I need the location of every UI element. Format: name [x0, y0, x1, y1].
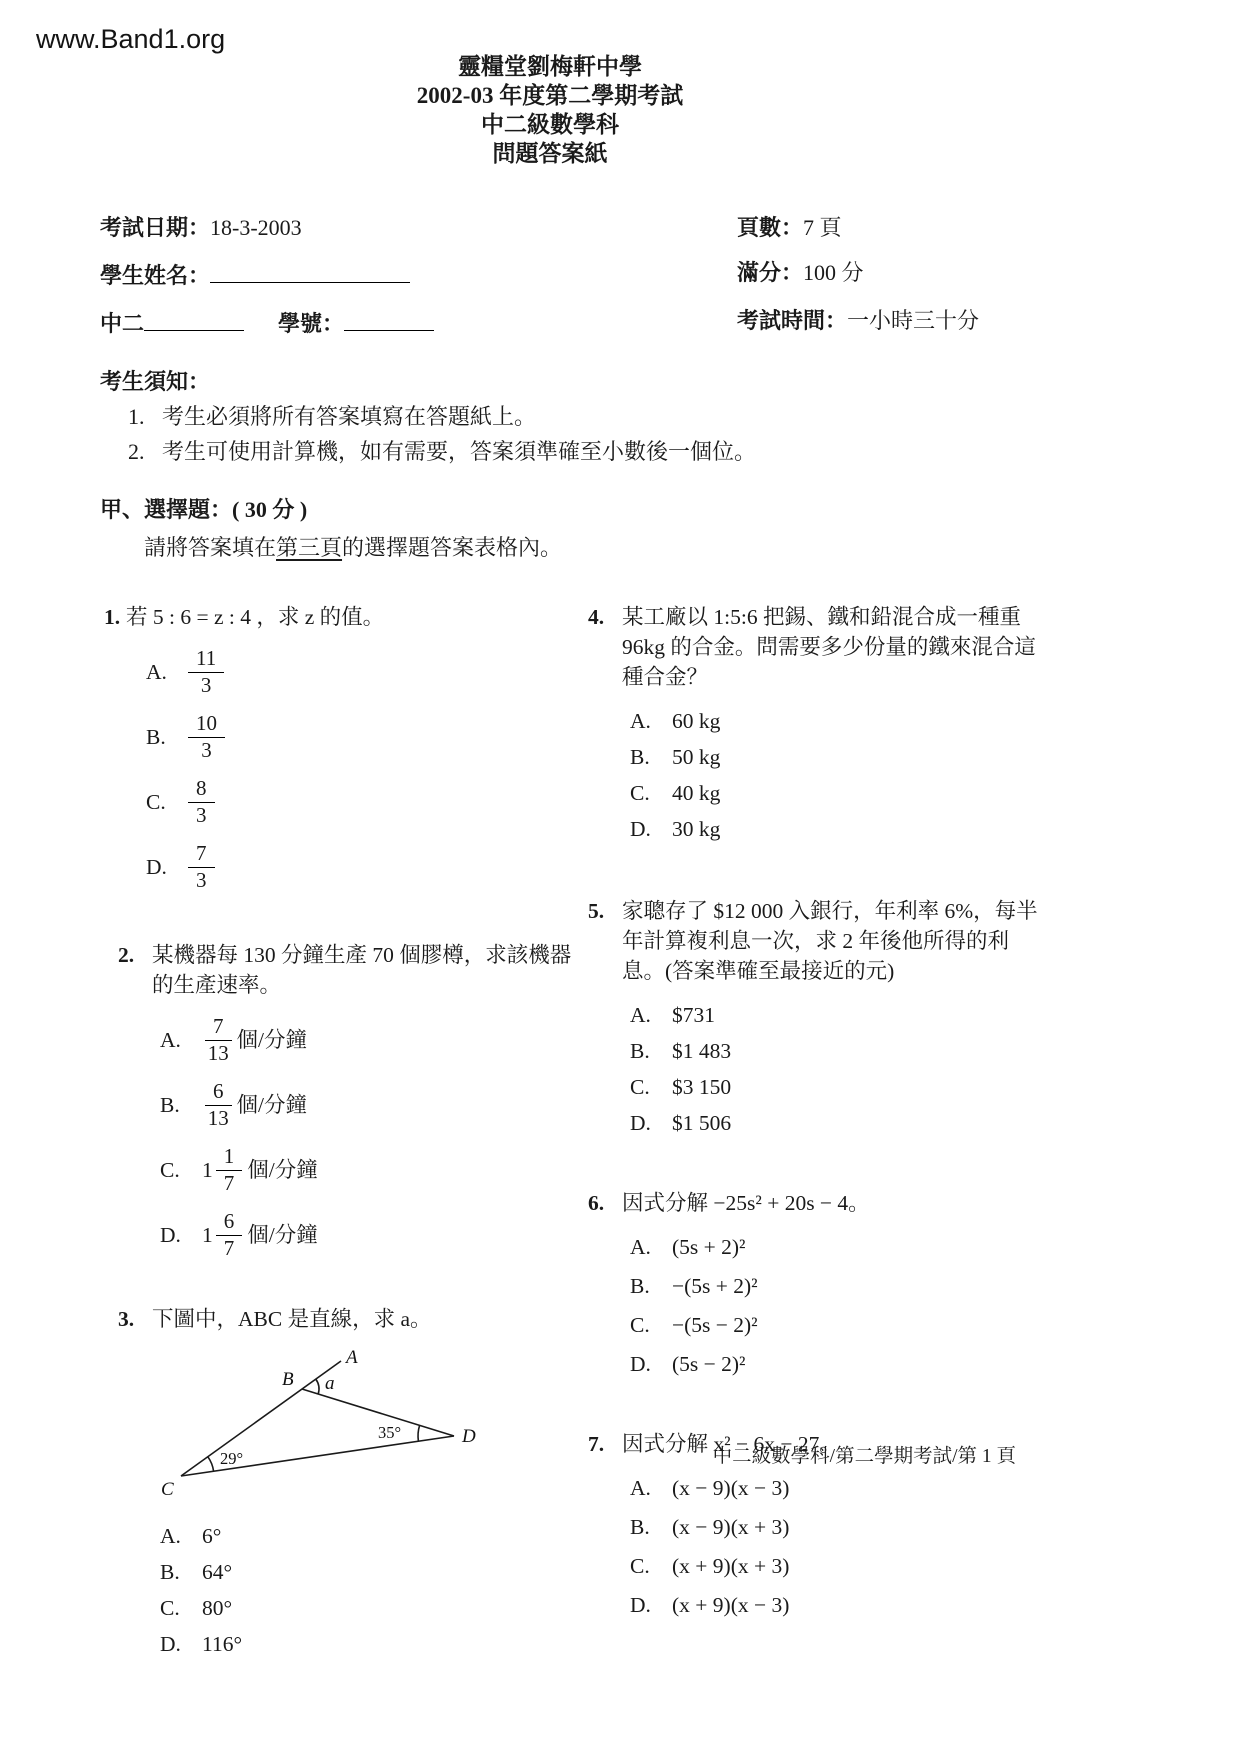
option-label: D. — [630, 1352, 651, 1376]
page-footer: 中二級數學科/第二學期考試/第 1 頁 — [712, 1446, 1016, 1467]
question-5-head — [588, 896, 1038, 986]
question-6-head — [588, 1188, 1038, 1218]
question-5-options — [630, 1000, 1038, 1138]
option-label: A. — [146, 660, 167, 685]
question-number: 1. — [104, 605, 121, 629]
angle-label-35: 35° — [378, 1423, 402, 1443]
option-text: (x − 9)(x − 3) — [672, 1476, 790, 1500]
question-number: 5. — [588, 899, 605, 923]
notice-item-number: 1. — [128, 404, 145, 429]
fraction: $\frac{7}{13}$ — [205, 1015, 232, 1065]
question-4-head — [588, 602, 1038, 692]
option-row — [160, 1521, 572, 1551]
question-7-options — [630, 1473, 1038, 1620]
question-text: 下圖中，ABC 是直線，求 a。 — [152, 1307, 432, 1332]
mixed-number — [202, 1080, 232, 1130]
option-row — [160, 1210, 572, 1260]
question-text: 因式分解 x² − 6x − 27。 — [622, 1432, 841, 1456]
student-name-row — [100, 259, 737, 290]
option-row — [160, 1080, 572, 1130]
triangle-diagram — [156, 1348, 486, 1503]
option-row — [630, 1271, 1038, 1301]
exam-date-label: 考試日期： — [100, 215, 211, 240]
angle-label-29: 29° — [220, 1449, 244, 1469]
question-text: 若 5 : 6 = z : 4 ，求 z 的值。 — [126, 605, 385, 629]
fraction: $\frac{8}{3}$ — [188, 777, 215, 827]
option-text: 80° — [202, 1596, 233, 1621]
section-a-note — [144, 534, 1240, 562]
unit-suffix: 個/分鐘 — [247, 1223, 318, 1248]
option-row — [630, 1036, 1038, 1066]
point-label-c: C — [161, 1479, 174, 1501]
option-label: C. — [630, 1313, 650, 1337]
mixed-number: 1 $\frac{6}{7}$ — [202, 1210, 242, 1260]
exam-time-label: 考試時間： — [737, 308, 848, 333]
option-label: A. — [160, 1524, 181, 1549]
triangle-diagram-wrap — [156, 1348, 572, 1511]
fraction: $\frac{7}{3}$ — [188, 842, 215, 892]
option-label: A. — [630, 1003, 651, 1027]
point-label-a: A — [346, 1348, 358, 1369]
questions-column-left — [104, 602, 572, 1659]
exam-time-value: 一小時三十分 — [847, 308, 980, 333]
option-row — [630, 1108, 1038, 1138]
option-label: D. — [146, 855, 167, 880]
student-name-blank — [210, 259, 410, 283]
option-row — [160, 1557, 572, 1587]
option-text: 6° — [202, 1524, 222, 1549]
angle-label-a: a — [325, 1373, 335, 1395]
exam-info-block — [100, 214, 1100, 338]
note-pre: 請將答案填在 — [144, 535, 277, 560]
exam-time-row — [737, 307, 1100, 338]
option-row — [146, 842, 572, 892]
paper-type: 問題答案紙 — [492, 141, 608, 166]
note-post: 的選擇題答案表格內。 — [342, 535, 563, 560]
option-label: A. — [630, 1476, 651, 1500]
option-label: D. — [160, 1223, 181, 1248]
option-label: D. — [630, 817, 651, 841]
pages-row — [737, 214, 1100, 242]
exam-date-row — [100, 214, 737, 242]
question-number: 6. — [588, 1191, 605, 1215]
option-row — [630, 1551, 1038, 1581]
option-text: $731 — [672, 1003, 715, 1027]
fraction: $\frac{6}{13}$ — [205, 1080, 232, 1130]
question-6-options — [630, 1232, 1038, 1379]
class-prefix: 中二 — [100, 311, 145, 336]
option-label: B. — [160, 1560, 180, 1585]
question-5 — [588, 896, 1038, 1138]
option-label: C. — [146, 790, 166, 815]
option-text: −(5s + 2)² — [672, 1274, 758, 1298]
question-text: 因式分解 −25s² + 20s − 4。 — [622, 1191, 870, 1215]
fraction: $\frac{11}{3}$ — [188, 647, 224, 697]
option-row — [160, 1629, 572, 1659]
option-text: 40 kg — [672, 781, 721, 805]
unit-suffix: 個/分鐘 — [247, 1158, 318, 1183]
question-4-options — [630, 706, 1038, 844]
notice-item-1 — [128, 403, 1240, 431]
section-a-title: 甲、選擇題：( 30 分 ) — [100, 497, 308, 522]
option-row — [630, 1590, 1038, 1620]
option-row — [630, 1473, 1038, 1503]
option-label: C. — [160, 1158, 180, 1183]
option-row — [146, 712, 572, 762]
class-blank — [144, 307, 244, 331]
notice-item-number: 2. — [128, 439, 145, 464]
pages-value: 7 頁 — [803, 215, 842, 240]
option-label: A. — [630, 709, 651, 733]
fraction: $\frac{1}{7}$ — [216, 1145, 243, 1195]
option-text: 60 kg — [672, 709, 721, 733]
question-1 — [104, 602, 572, 892]
option-label: B. — [630, 745, 650, 769]
option-row — [146, 777, 572, 827]
notice-item-text: 考生必須將所有答案填寫在答題紙上。 — [162, 404, 537, 429]
option-row — [630, 1512, 1038, 1542]
question-text: 家聰存了 $12 000 入銀行，年利率 6%，每半年計算複利息一次，求 2 年後他所得的利息。(答案準確至最接近的元) — [622, 899, 1038, 983]
option-label: B. — [630, 1515, 650, 1539]
option-label: B. — [630, 1274, 650, 1298]
mixed-number: 1 $\frac{1}{7}$ — [202, 1145, 242, 1195]
student-no-label: 學號： — [278, 311, 345, 336]
question-3-options — [160, 1521, 572, 1659]
question-number: 2. — [118, 943, 135, 968]
questions-area — [104, 602, 1240, 1659]
notice-item-2 — [128, 438, 1240, 466]
option-text: (5s + 2)² — [672, 1235, 746, 1259]
angle-arc-b — [316, 1379, 319, 1394]
option-row — [630, 742, 1038, 772]
option-row — [160, 1145, 572, 1195]
unit-suffix: 個/分鐘 — [236, 1028, 307, 1053]
full-marks-value: 100 分 — [803, 260, 864, 285]
notice-item-text: 考生可使用計算機，如有需要，答案須準確至小數後一個位。 — [162, 439, 757, 464]
exam-title: 2002-03 年度第二學期考試 — [416, 83, 684, 108]
option-row — [630, 1072, 1038, 1102]
option-row — [630, 814, 1038, 844]
option-text: (5s − 2)² — [672, 1352, 746, 1376]
question-2 — [118, 940, 572, 1260]
note-underlined: 第三頁 — [276, 535, 343, 560]
option-label: C. — [630, 1075, 650, 1099]
option-row — [630, 1000, 1038, 1030]
full-marks-row — [737, 259, 1100, 290]
point-label-b: B — [282, 1369, 294, 1391]
question-3 — [118, 1304, 572, 1659]
option-label: D. — [630, 1593, 651, 1617]
question-number: 4. — [588, 605, 605, 629]
option-text: (x + 9)(x − 3) — [672, 1593, 790, 1617]
option-label: D. — [160, 1632, 181, 1657]
option-label: B. — [146, 725, 166, 750]
question-number: 7. — [588, 1432, 605, 1456]
option-label: A. — [160, 1028, 181, 1053]
class-number-row — [100, 307, 737, 338]
unit-suffix: 個/分鐘 — [236, 1093, 307, 1118]
option-label: C. — [630, 1554, 650, 1578]
option-row — [160, 1015, 572, 1065]
option-label: C. — [160, 1596, 180, 1621]
question-2-head — [118, 940, 572, 1000]
student-name-label: 學生姓名： — [100, 263, 211, 288]
fraction: $\frac{10}{3}$ — [188, 712, 225, 762]
option-label: A. — [630, 1235, 651, 1259]
full-marks-label: 滿分： — [737, 260, 804, 285]
section-a-header — [100, 496, 1240, 562]
option-text: $3 150 — [672, 1075, 732, 1099]
questions-column-right — [588, 602, 1038, 1659]
question-1-head — [104, 602, 572, 632]
option-row — [630, 778, 1038, 808]
question-2-options — [160, 1015, 572, 1260]
question-4 — [588, 602, 1038, 844]
question-6 — [588, 1188, 1038, 1379]
watermark-text: www.Band1.org — [36, 24, 226, 54]
pages-label: 頁數： — [737, 215, 804, 240]
option-row — [630, 1232, 1038, 1262]
option-text: 30 kg — [672, 817, 721, 841]
school-name: 靈糧堂劉梅軒中學 — [458, 54, 642, 79]
option-row — [630, 1349, 1038, 1379]
point-label-d: D — [462, 1426, 476, 1448]
option-text: 116° — [202, 1632, 243, 1657]
candidate-notice — [100, 368, 1240, 466]
option-text: (x − 9)(x + 3) — [672, 1515, 790, 1539]
option-text: 64° — [202, 1560, 233, 1585]
exam-date-value: 18-3-2003 — [210, 215, 302, 240]
option-label: C. — [630, 781, 650, 805]
option-label: D. — [630, 1111, 651, 1135]
fraction: $\frac{6}{7}$ — [216, 1210, 243, 1260]
notice-title: 考生須知： — [100, 369, 211, 394]
question-text: 某機器每 130 分鐘生產 70 個膠樽，求該機器的生產速率。 — [152, 943, 572, 998]
option-row — [630, 706, 1038, 736]
question-text: 某工廠以 1:5:6 把錫、鐵和鉛混合成一種重 96kg 的合金。問需要多少份量的鐵來混合這種合金？ — [622, 605, 1036, 689]
option-text: (x + 9)(x + 3) — [672, 1554, 790, 1578]
option-row — [146, 647, 572, 697]
option-text: −(5s − 2)² — [672, 1313, 758, 1337]
option-row — [630, 1310, 1038, 1340]
subject-title: 中二級數學科 — [481, 112, 619, 137]
student-no-blank — [344, 307, 434, 331]
mixed-number — [202, 1015, 232, 1065]
question-number: 3. — [118, 1307, 135, 1332]
option-text: $1 506 — [672, 1111, 732, 1135]
question-3-head — [118, 1304, 572, 1334]
option-label: B. — [160, 1093, 180, 1118]
option-text: $1 483 — [672, 1039, 732, 1063]
option-label: B. — [630, 1039, 650, 1063]
option-text: 50 kg — [672, 745, 721, 769]
question-1-options — [146, 647, 572, 892]
option-row — [160, 1593, 572, 1623]
